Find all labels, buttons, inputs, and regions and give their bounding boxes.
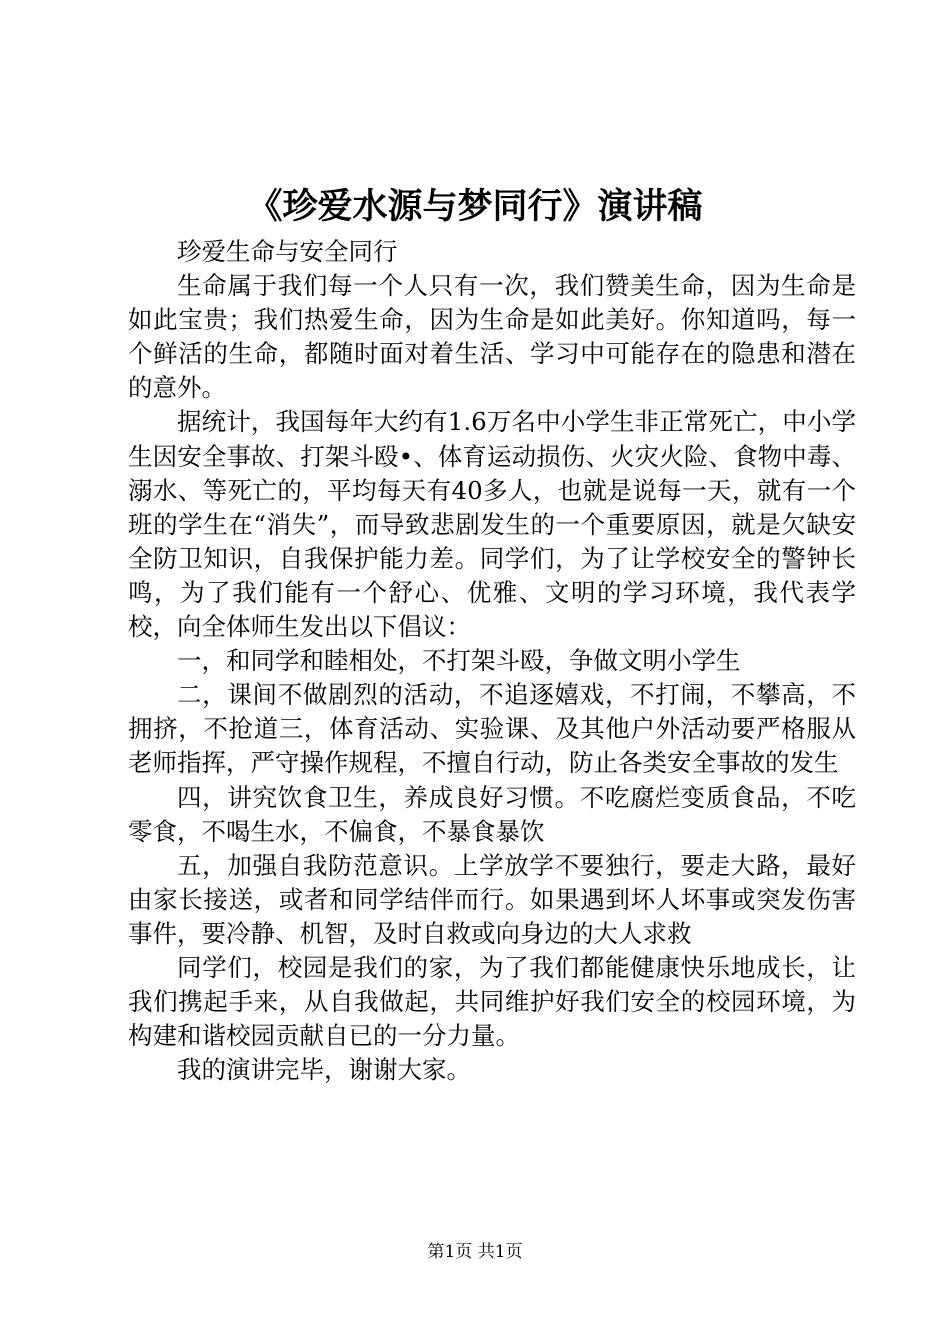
paragraph: 一，和同学和睦相处，不打架斗殴，争做文明小学生 (177, 646, 741, 676)
page-footer: 第1页 共1页 (427, 1242, 523, 1262)
document-body (128, 235, 856, 1087)
paragraph: 同学们，校园是我们的家，为了我们都能健康快乐地成长，让我们携起手来，从自我做起，共同维护好我们安全的校园环境，为构建和谐校园贡献自已的一分力量。 (128, 952, 856, 1051)
paragraph: 据统计，我国每年大约有1.6万名中小学生非正常死亡，中小学生因安全事故、打架斗殴•、体育运动损伤、火灾火险、食物中毒、溺水、等死亡的，平均每天有40多人，也就是说每一天，就有一个班的学生在“消失”，而导致悲剧发生的一个重要原因，就是欠缺安全防卫知识，自我保护能力差。同学们，为了让学校安全的警钟长鸣，为了我们能有一个舒心、优雅、文明的学习环境，我代表学校，向全体师生发出以下倡议： (128, 407, 856, 642)
paragraph-subtitle: 珍爱生命与安全同行 (177, 237, 398, 266)
paragraph: 我的演讲完毕，谢谢大家。 (177, 1055, 471, 1085)
document-title: 《珍爱水源与梦同行》演讲稿 (247, 186, 703, 227)
paragraph: 五，加强自我防范意识。上学放学不要独行，要走大路，最好由家长接送，或者和同学结伴而行。如果遇到坏人坏事或突发伤害事件，要冷静、机智，及时自救或向身边的大人求救 (128, 850, 856, 948)
paragraph: 生命属于我们每一个人只有一次，我们赞美生命，因为生命是如此宝贵；我们热爱生命，因为生命是如此美好。你知道吗，每一个鲜活的生命，都随时面对着生活、学习中可能存在的隐患和潜在的意外。 (128, 271, 856, 403)
paragraph: 二，课间不做剧烈的活动，不追逐嬉戏，不打闹，不攀高，不拥挤，不抢道三，体育活动、实验课、及其他户外活动要严格服从老师指挥，严守操作规程，不擅自行动，防止各类安全事故的发生 (128, 680, 856, 778)
paragraph: 四，讲究饮食卫生，养成良好习惯。不吃腐烂变质食品，不吃零食，不喝生水，不偏食，不暴食暴饮 (128, 782, 856, 846)
